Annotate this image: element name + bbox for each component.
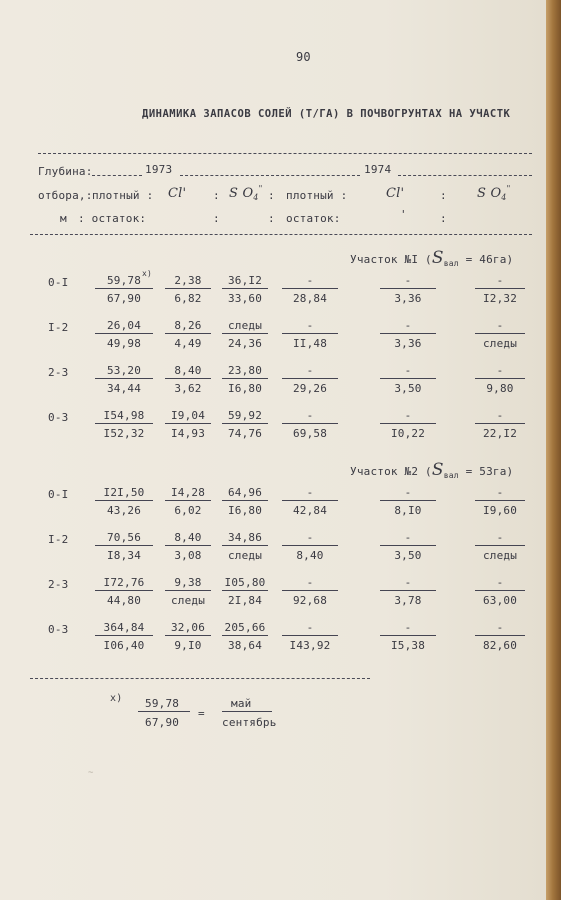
cell-september: следы <box>227 549 263 562</box>
fraction-rule <box>380 333 436 334</box>
footnote-reference-mark: x) <box>142 269 153 278</box>
table-title: ДИНАМИКА ЗАПАСОВ СОЛЕЙ (Т/ГА) В ПОЧВОГРУНТАХ НА УЧАСТК <box>142 108 511 120</box>
sum-symbol: S <box>431 460 444 480</box>
cell-september: следы <box>170 594 206 607</box>
cell-september: 9,80 <box>486 382 514 395</box>
cell-may: - <box>404 409 412 422</box>
section-name: Участок №2 ( <box>350 465 432 478</box>
footnote-numerator-rule <box>138 711 190 712</box>
cell-september: 42,84 <box>292 504 328 517</box>
section-heading-2 <box>350 460 513 480</box>
header-residue-1973: : остаток: <box>78 212 147 225</box>
cell-may: 23,80 <box>227 364 263 377</box>
cell-may: - <box>306 364 314 377</box>
cell-may: - <box>306 409 314 422</box>
header-colon-4: : <box>213 212 220 225</box>
cell-september: I6,80 <box>227 382 263 395</box>
header-top-rule <box>38 153 532 154</box>
cell-september: 92,68 <box>292 594 328 607</box>
fraction-rule <box>222 590 268 591</box>
fraction-rule <box>222 288 268 289</box>
cell-september: 9,I0 <box>174 639 202 652</box>
footnote-month-rule <box>222 711 272 712</box>
cell-may: 8,40 <box>174 531 202 544</box>
fraction-rule <box>95 378 153 379</box>
cell-september: 38,64 <box>227 639 263 652</box>
fraction-rule <box>222 378 268 379</box>
cell-september: 69,58 <box>292 427 328 440</box>
fraction-rule <box>165 590 211 591</box>
fraction-rule <box>380 635 436 636</box>
fraction-rule <box>165 423 211 424</box>
cell-september: 3,36 <box>394 337 422 350</box>
cell-may: - <box>306 576 314 589</box>
fraction-rule <box>165 333 211 334</box>
cell-may: - <box>404 364 412 377</box>
depth-label: 0-3 <box>48 411 69 424</box>
year1-rule-left <box>92 175 142 176</box>
cell-september: I8,34 <box>106 549 142 562</box>
cell-may: 8,26 <box>174 319 202 332</box>
cell-september: 82,60 <box>482 639 518 652</box>
cell-september: 3,36 <box>394 292 422 305</box>
stray-mark: ~ <box>88 768 94 778</box>
cell-may: - <box>306 621 314 634</box>
cell-september: I6,80 <box>227 504 263 517</box>
cell-september: I43,92 <box>289 639 331 652</box>
fraction-rule <box>475 423 525 424</box>
cell-may: 205,66 <box>224 621 266 634</box>
cell-may: 364,84 <box>103 621 145 634</box>
year-1974: 1974 <box>364 163 392 176</box>
header-colon-3: : <box>440 189 447 202</box>
cell-september: I0,22 <box>390 427 426 440</box>
cell-september: 3,08 <box>174 549 202 562</box>
year-1973: 1973 <box>145 163 173 176</box>
cell-september: I06,40 <box>103 639 145 652</box>
cell-may: - <box>496 621 504 634</box>
year2-rule-right <box>398 175 532 176</box>
fraction-rule <box>95 590 153 591</box>
fraction-rule <box>95 635 153 636</box>
year1-rule-right <box>180 175 360 176</box>
depth-label: 0-3 <box>48 623 69 636</box>
cell-may: - <box>404 576 412 589</box>
cell-may: I54,98 <box>103 409 145 422</box>
fraction-rule <box>475 378 525 379</box>
cell-may: 53,20 <box>106 364 142 377</box>
header-bottom-rule <box>30 234 532 235</box>
depth-label: I-2 <box>48 533 69 546</box>
cell-september: 49,98 <box>106 337 142 350</box>
cell-september: II,48 <box>292 337 328 350</box>
cell-september: I2,32 <box>482 292 518 305</box>
cell-september: 2I,84 <box>227 594 263 607</box>
fraction-rule <box>475 545 525 546</box>
cell-september: 3,78 <box>394 594 422 607</box>
header-sampling-label: отбора,: <box>38 189 93 202</box>
cell-may: - <box>306 486 314 499</box>
cell-may: - <box>306 274 314 287</box>
cell-may: - <box>404 486 412 499</box>
cell-may: I72,76 <box>103 576 145 589</box>
cell-may: 9,38 <box>174 576 202 589</box>
fraction-rule <box>282 378 338 379</box>
fraction-rule <box>475 590 525 591</box>
cell-september: 3,50 <box>394 382 422 395</box>
depth-label: 2-3 <box>48 366 69 379</box>
fraction-rule <box>165 635 211 636</box>
fraction-rule <box>282 500 338 501</box>
cell-may: - <box>496 364 504 377</box>
cell-may: 59,92 <box>227 409 263 422</box>
header-residue-1974: остаток: <box>286 212 341 225</box>
fraction-rule <box>222 423 268 424</box>
header-cl-1974: Cl' <box>386 186 405 201</box>
fraction-rule <box>380 500 436 501</box>
cell-may: 34,86 <box>227 531 263 544</box>
fraction-rule <box>222 500 268 501</box>
fraction-rule <box>282 545 338 546</box>
fraction-rule <box>475 288 525 289</box>
cell-may: 64,96 <box>227 486 263 499</box>
cell-september: 6,02 <box>174 504 202 517</box>
cell-may: - <box>404 319 412 332</box>
fraction-rule <box>95 545 153 546</box>
cell-september: I52,32 <box>103 427 145 440</box>
fraction-rule <box>282 635 338 636</box>
cell-september: 8,40 <box>296 549 324 562</box>
footnote-equals: = <box>198 707 205 720</box>
depth-label: 2-3 <box>48 578 69 591</box>
header-colon-1: : <box>213 189 220 202</box>
fraction-rule <box>165 378 211 379</box>
cell-september: 3,50 <box>394 549 422 562</box>
cell-may: 32,06 <box>170 621 206 634</box>
cell-september: 63,00 <box>482 594 518 607</box>
cell-september: 34,44 <box>106 382 142 395</box>
cell-september: 6,82 <box>174 292 202 305</box>
cell-may: 26,04 <box>106 319 142 332</box>
fraction-rule <box>475 333 525 334</box>
header-tick: ' <box>400 208 407 221</box>
cell-may: I05,80 <box>224 576 266 589</box>
fraction-rule <box>165 545 211 546</box>
sum-symbol: S <box>431 248 444 268</box>
header-meter-label: м <box>60 212 67 225</box>
section-heading-1 <box>350 248 513 268</box>
section-name: Участок №I ( <box>350 253 432 266</box>
header-dense-1974: плотный : <box>286 189 348 202</box>
fraction-rule <box>222 635 268 636</box>
header-dense-1973: плотный : <box>92 189 154 202</box>
fraction-rule <box>165 500 211 501</box>
cell-september: 44,80 <box>106 594 142 607</box>
fraction-rule <box>95 500 153 501</box>
cell-september: 4,49 <box>174 337 202 350</box>
cell-september: следы <box>482 549 518 562</box>
sum-subscript: вал <box>443 471 459 480</box>
cell-may: - <box>496 274 504 287</box>
cell-may: I9,04 <box>170 409 206 422</box>
cell-september: 74,76 <box>227 427 263 440</box>
fraction-rule <box>475 635 525 636</box>
footnote-mark: x) <box>110 693 123 704</box>
cell-september: 8,I0 <box>394 504 422 517</box>
fraction-rule <box>380 590 436 591</box>
fraction-rule <box>282 423 338 424</box>
cell-september: 67,90 <box>106 292 142 305</box>
cell-may: 8,40 <box>174 364 202 377</box>
footnote-month-bottom: сентябрь <box>222 716 277 729</box>
fraction-rule <box>95 288 153 289</box>
depth-label: 0-I <box>48 276 69 289</box>
header-cl-1973: Cl' <box>168 186 187 201</box>
cell-may: - <box>404 621 412 634</box>
depth-label: 0-I <box>48 488 69 501</box>
cell-september: I5,38 <box>390 639 426 652</box>
fraction-rule <box>282 288 338 289</box>
cell-september: I4,93 <box>170 427 206 440</box>
cell-may: - <box>496 486 504 499</box>
cell-may: - <box>496 409 504 422</box>
sum-subscript: вал <box>443 259 459 268</box>
header-colon-5: : <box>268 212 275 225</box>
header-so4-1974: S $O_4^"$ <box>477 184 511 202</box>
header-colon-2: : <box>268 189 275 202</box>
cell-may: I4,28 <box>170 486 206 499</box>
cell-september: следы <box>482 337 518 350</box>
cell-may: следы <box>227 319 263 332</box>
section-area: = 53га) <box>458 465 514 478</box>
cell-september: 22,I2 <box>482 427 518 440</box>
cell-september: 33,60 <box>227 292 263 305</box>
cell-may: 2,38 <box>174 274 202 287</box>
fraction-rule <box>380 545 436 546</box>
cell-september: 28,84 <box>292 292 328 305</box>
footnote-denominator: 67,90 <box>145 716 180 729</box>
page-number: 90 <box>296 50 311 64</box>
fraction-rule <box>222 333 268 334</box>
footnote-month-top: май <box>231 697 252 710</box>
cell-september: I9,60 <box>482 504 518 517</box>
cell-may: - <box>496 531 504 544</box>
fraction-rule <box>95 333 153 334</box>
fraction-rule <box>282 333 338 334</box>
header-so4-1973: S $O_4^"$ <box>229 184 263 202</box>
table-bottom-rule <box>30 678 370 679</box>
cell-may: - <box>306 319 314 332</box>
fraction-rule <box>222 545 268 546</box>
cell-may: - <box>404 531 412 544</box>
fraction-rule <box>95 423 153 424</box>
cell-september: 43,26 <box>106 504 142 517</box>
cell-may: - <box>496 319 504 332</box>
cell-may: I2I,50 <box>103 486 145 499</box>
fraction-rule <box>380 288 436 289</box>
footnote-numerator: 59,78 <box>145 697 180 710</box>
cell-september: 24,36 <box>227 337 263 350</box>
fraction-rule <box>165 288 211 289</box>
cell-may: - <box>404 274 412 287</box>
cell-may: - <box>306 531 314 544</box>
fraction-rule <box>475 500 525 501</box>
cell-may: 36,I2 <box>227 274 263 287</box>
cell-september: 29,26 <box>292 382 328 395</box>
fraction-rule <box>380 378 436 379</box>
cell-may: - <box>496 576 504 589</box>
section-area: = 46га) <box>458 253 514 266</box>
cell-may: 70,56 <box>106 531 142 544</box>
cell-september: 3,62 <box>174 382 202 395</box>
header-depth-label: Глубина: <box>38 165 93 178</box>
fraction-rule <box>282 590 338 591</box>
header-colon-6: : <box>440 212 447 225</box>
cell-may: 59,78 <box>106 274 142 287</box>
book-spine <box>546 0 561 900</box>
fraction-rule <box>380 423 436 424</box>
depth-label: I-2 <box>48 321 69 334</box>
